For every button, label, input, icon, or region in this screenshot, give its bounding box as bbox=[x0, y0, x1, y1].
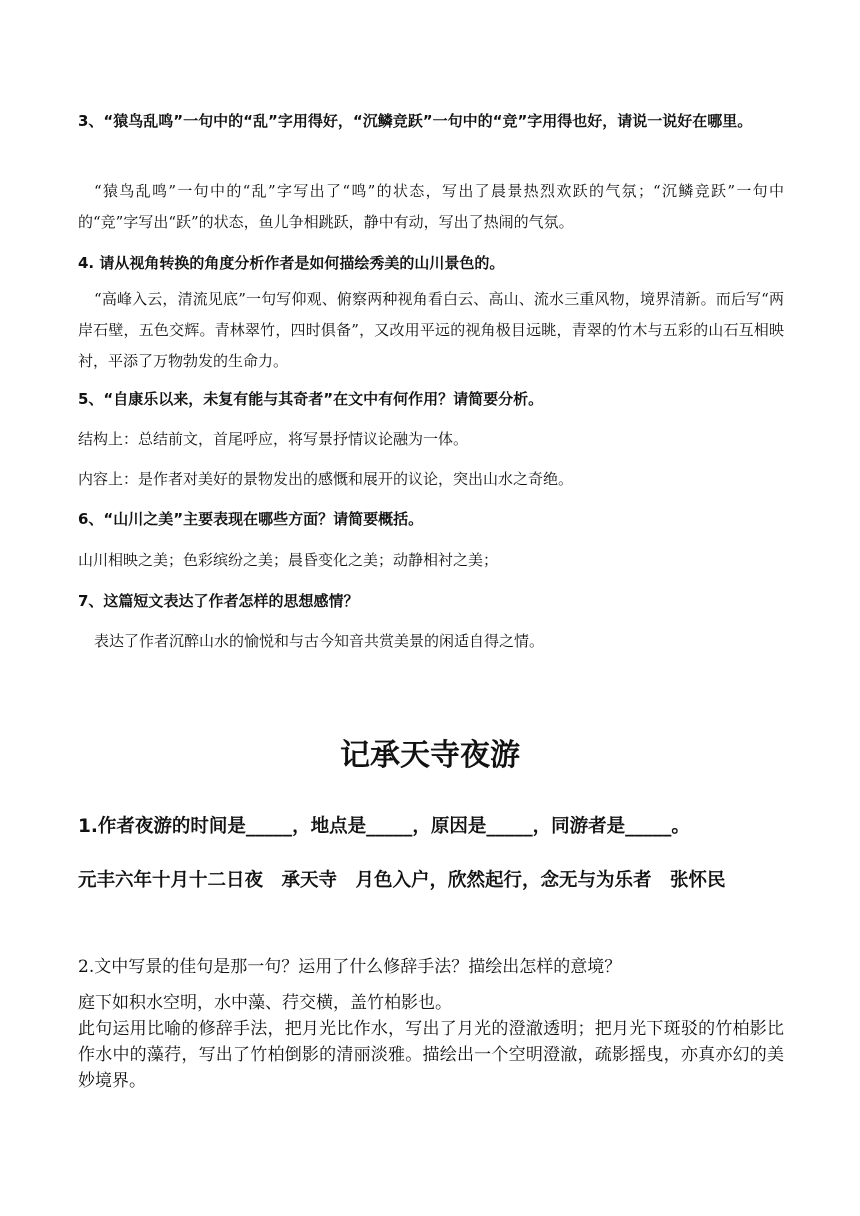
section-title: 记承天寺夜游 bbox=[340, 738, 520, 773]
answer-1: 元丰六年十月十二日夜 承天寺 月色入户，欣然起行，念无与为乐者 张怀民 bbox=[78, 870, 726, 891]
answer-3: “猿鸟乱鸣”一句中的“乱”字写出了“鸣”的状态，写出了晨景热烈欢跃的气氛；“沉鳞竞跃”一句中的“竞”字写出“跃”的状态，鱼儿争相跳跃，静中有动，写出了热闹的气氛。 bbox=[78, 182, 784, 231]
question-4: 4. 请从视角转换的角度分析作者是如何描绘秀美的山川景色的。 bbox=[78, 254, 505, 272]
answer-2-sentence: 庭下如积水空明，水中藻、荇交横，盖竹柏影也。 bbox=[78, 993, 452, 1013]
answer-5-structure: 结构上：总结前文，首尾呼应，将写景抒情议论融为一体。 bbox=[78, 430, 469, 448]
answer-5-content: 内容上：是作者对美好的景物发出的感慨和展开的议论，突出山水之奇绝。 bbox=[78, 470, 574, 488]
answer-4: “高峰入云，清流见底”一句写仰观、俯察两种视角看白云、高山、流水三重风物，境界清新。而后写“两岸石壁，五色交辉。青林翠竹，四时俱备”，又改用平远的视角极目远眺，青翠的竹木与五彩的山石互相映衬，平添了万物勃发的生命力。 bbox=[78, 290, 784, 370]
question-1-fill-blanks: 1.作者夜游的时间是_____，地点是_____，原因是_____，同游者是_____。 bbox=[78, 816, 690, 837]
question-2: 2.文中写景的佳句是那一句？运用了什么修辞手法？描绘出怎样的意境？ bbox=[78, 957, 622, 977]
answer-6: 山川相映之美；色彩缤纷之美；晨昏变化之美；动静相衬之美； bbox=[78, 551, 499, 569]
question-5: 5、“自康乐以来，未复有能与其奇者”在文中有何作用？请简要分析。 bbox=[78, 390, 544, 408]
question-6: 6、“山川之美”主要表现在哪些方面？请简要概括。 bbox=[78, 510, 424, 528]
answer-7: 表达了作者沉醉山水的愉悦和与古今知音共赏美景的闲适自得之情。 bbox=[94, 632, 545, 650]
answer-2-analysis: 此句运用比喻的修辞手法，把月光比作水，写出了月光的澄澈透明；把月光下斑驳的竹柏影比作水中的藻荇，写出了竹柏倒影的清丽淡雅。描绘出一个空明澄澈，疏影摇曳，亦真亦幻的美妙境界。 bbox=[78, 1019, 784, 1091]
question-3: 3、“猿鸟乱鸣”一句中的“乱”字用得好，“沉鳞竞跃”一句中的“竞”字用得也好，请说一说好在哪里。 bbox=[78, 112, 753, 130]
question-7: 7、这篇短文表达了作者怎样的思想感情？ bbox=[78, 592, 359, 610]
